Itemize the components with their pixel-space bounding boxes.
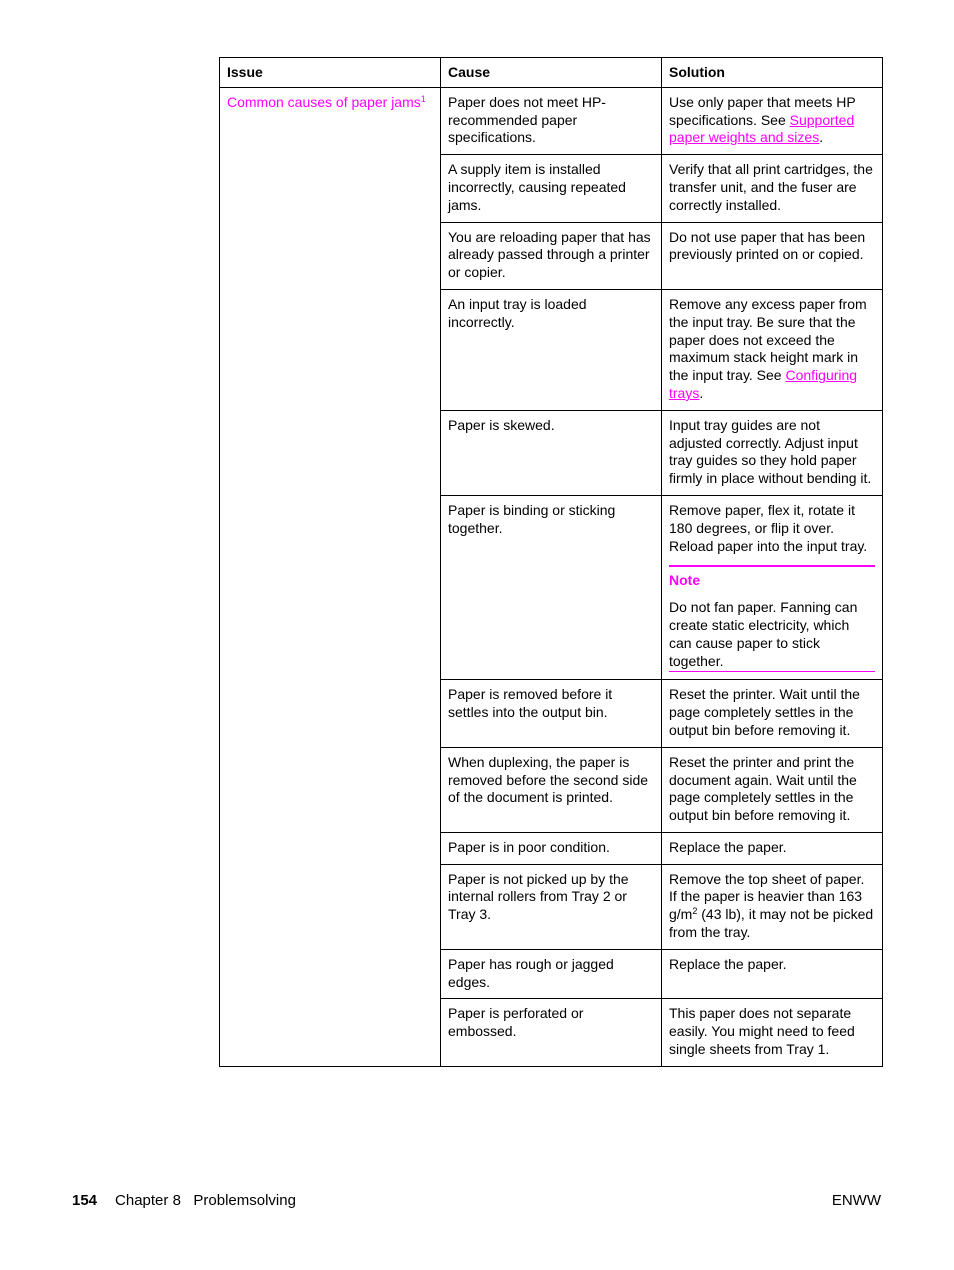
page-number: 154 — [72, 1192, 98, 1209]
note-box — [669, 565, 875, 672]
solution-cell: Reset the printer. Wait until the page completely settles in the output bin before removing it. — [662, 680, 883, 747]
cause-cell: Paper is not picked up by the internal rollers from Tray 2 or Tray 3. — [441, 864, 662, 949]
solution-text-end: (43 lb), it may not be picked from the tray. — [669, 906, 874, 941]
cause-cell: You are reloading paper that has already passed through a printer or copier. — [441, 222, 662, 289]
table-header-row — [220, 58, 883, 88]
header-issue: Issue — [220, 58, 441, 88]
page-footer-left — [72, 1192, 296, 1209]
solution-text-end: . — [819, 129, 824, 146]
solution-cell — [662, 495, 883, 679]
cause-cell: Paper is perforated or embossed. — [441, 999, 662, 1066]
solution-cell: Input tray guides are not adjusted correctly. Adjust input tray guides so they hold paper firmly in place without bending it. — [662, 410, 883, 495]
solution-text: Remove any excess paper from the input tray. Be sure that the paper does not exceed the maximum stack height mark in the input tray. See — [669, 295, 867, 384]
header-cause: Cause — [441, 58, 662, 88]
solution-text: Remove the top sheet of paper. If the paper is heavier than 163 g/m — [669, 870, 865, 923]
solution-cell: This paper does not separate easily. You might need to feed single sheets from Tray 1. — [662, 999, 883, 1066]
solution-cell: Replace the paper. — [662, 949, 883, 999]
cause-cell: Paper is in poor condition. — [441, 832, 662, 864]
chapter-title: Chapter 8 Problemsolving — [115, 1192, 296, 1209]
solution-cell: Do not use paper that has been previously printed on or copied. — [662, 222, 883, 289]
issue-label: Common causes of paper jams — [227, 93, 421, 110]
solution-text: Remove paper, flex it, rotate it 180 degrees, or flip it over. Reload paper into the input tray. — [669, 501, 868, 554]
paper-jam-table — [219, 57, 883, 1067]
note-text: Do not fan paper. Fanning can create static electricity, which can cause paper to stick together. — [669, 599, 858, 669]
header-solution: Solution — [662, 58, 883, 88]
table-row — [220, 87, 883, 154]
solution-text: Use only paper that meets HP specifications. See — [669, 93, 856, 128]
solution-text-end: . — [699, 384, 704, 401]
cause-cell: Paper is skewed. — [441, 410, 662, 495]
cause-cell: A supply item is installed incorrectly, causing repeated jams. — [441, 155, 662, 222]
page-footer-right: ENWW — [831, 1192, 881, 1209]
cause-cell: Paper is removed before it settles into the output bin. — [441, 680, 662, 747]
cause-cell: Paper has rough or jagged edges. — [441, 949, 662, 999]
superscript: 2 — [692, 906, 698, 917]
solution-cell: Reset the printer and print the document again. Wait until the page completely settles in the output bin before removing it. — [662, 747, 883, 832]
issue-cell — [220, 87, 441, 1066]
solution-cell — [662, 864, 883, 949]
solution-cell — [662, 87, 883, 154]
solution-cell — [662, 289, 883, 410]
note-title: Note — [669, 572, 701, 589]
cause-cell: When duplexing, the paper is removed before the second side of the document is printed. — [441, 747, 662, 832]
cause-cell: Paper is binding or sticking together. — [441, 495, 662, 679]
configuring-trays-link[interactable]: Configuring trays — [669, 367, 858, 401]
cause-cell: An input tray is loaded incorrectly. — [441, 289, 662, 410]
issue-footnote: 1 — [420, 93, 426, 104]
common-causes-link[interactable] — [227, 94, 426, 110]
solution-cell: Replace the paper. — [662, 832, 883, 864]
cause-cell: Paper does not meet HP-recommended paper specifications. — [441, 87, 662, 154]
supported-paper-weights-link[interactable]: Supported paper weights and sizes — [669, 111, 855, 146]
solution-cell: Verify that all print cartridges, the transfer unit, and the fuser are correctly installed. — [662, 155, 883, 222]
